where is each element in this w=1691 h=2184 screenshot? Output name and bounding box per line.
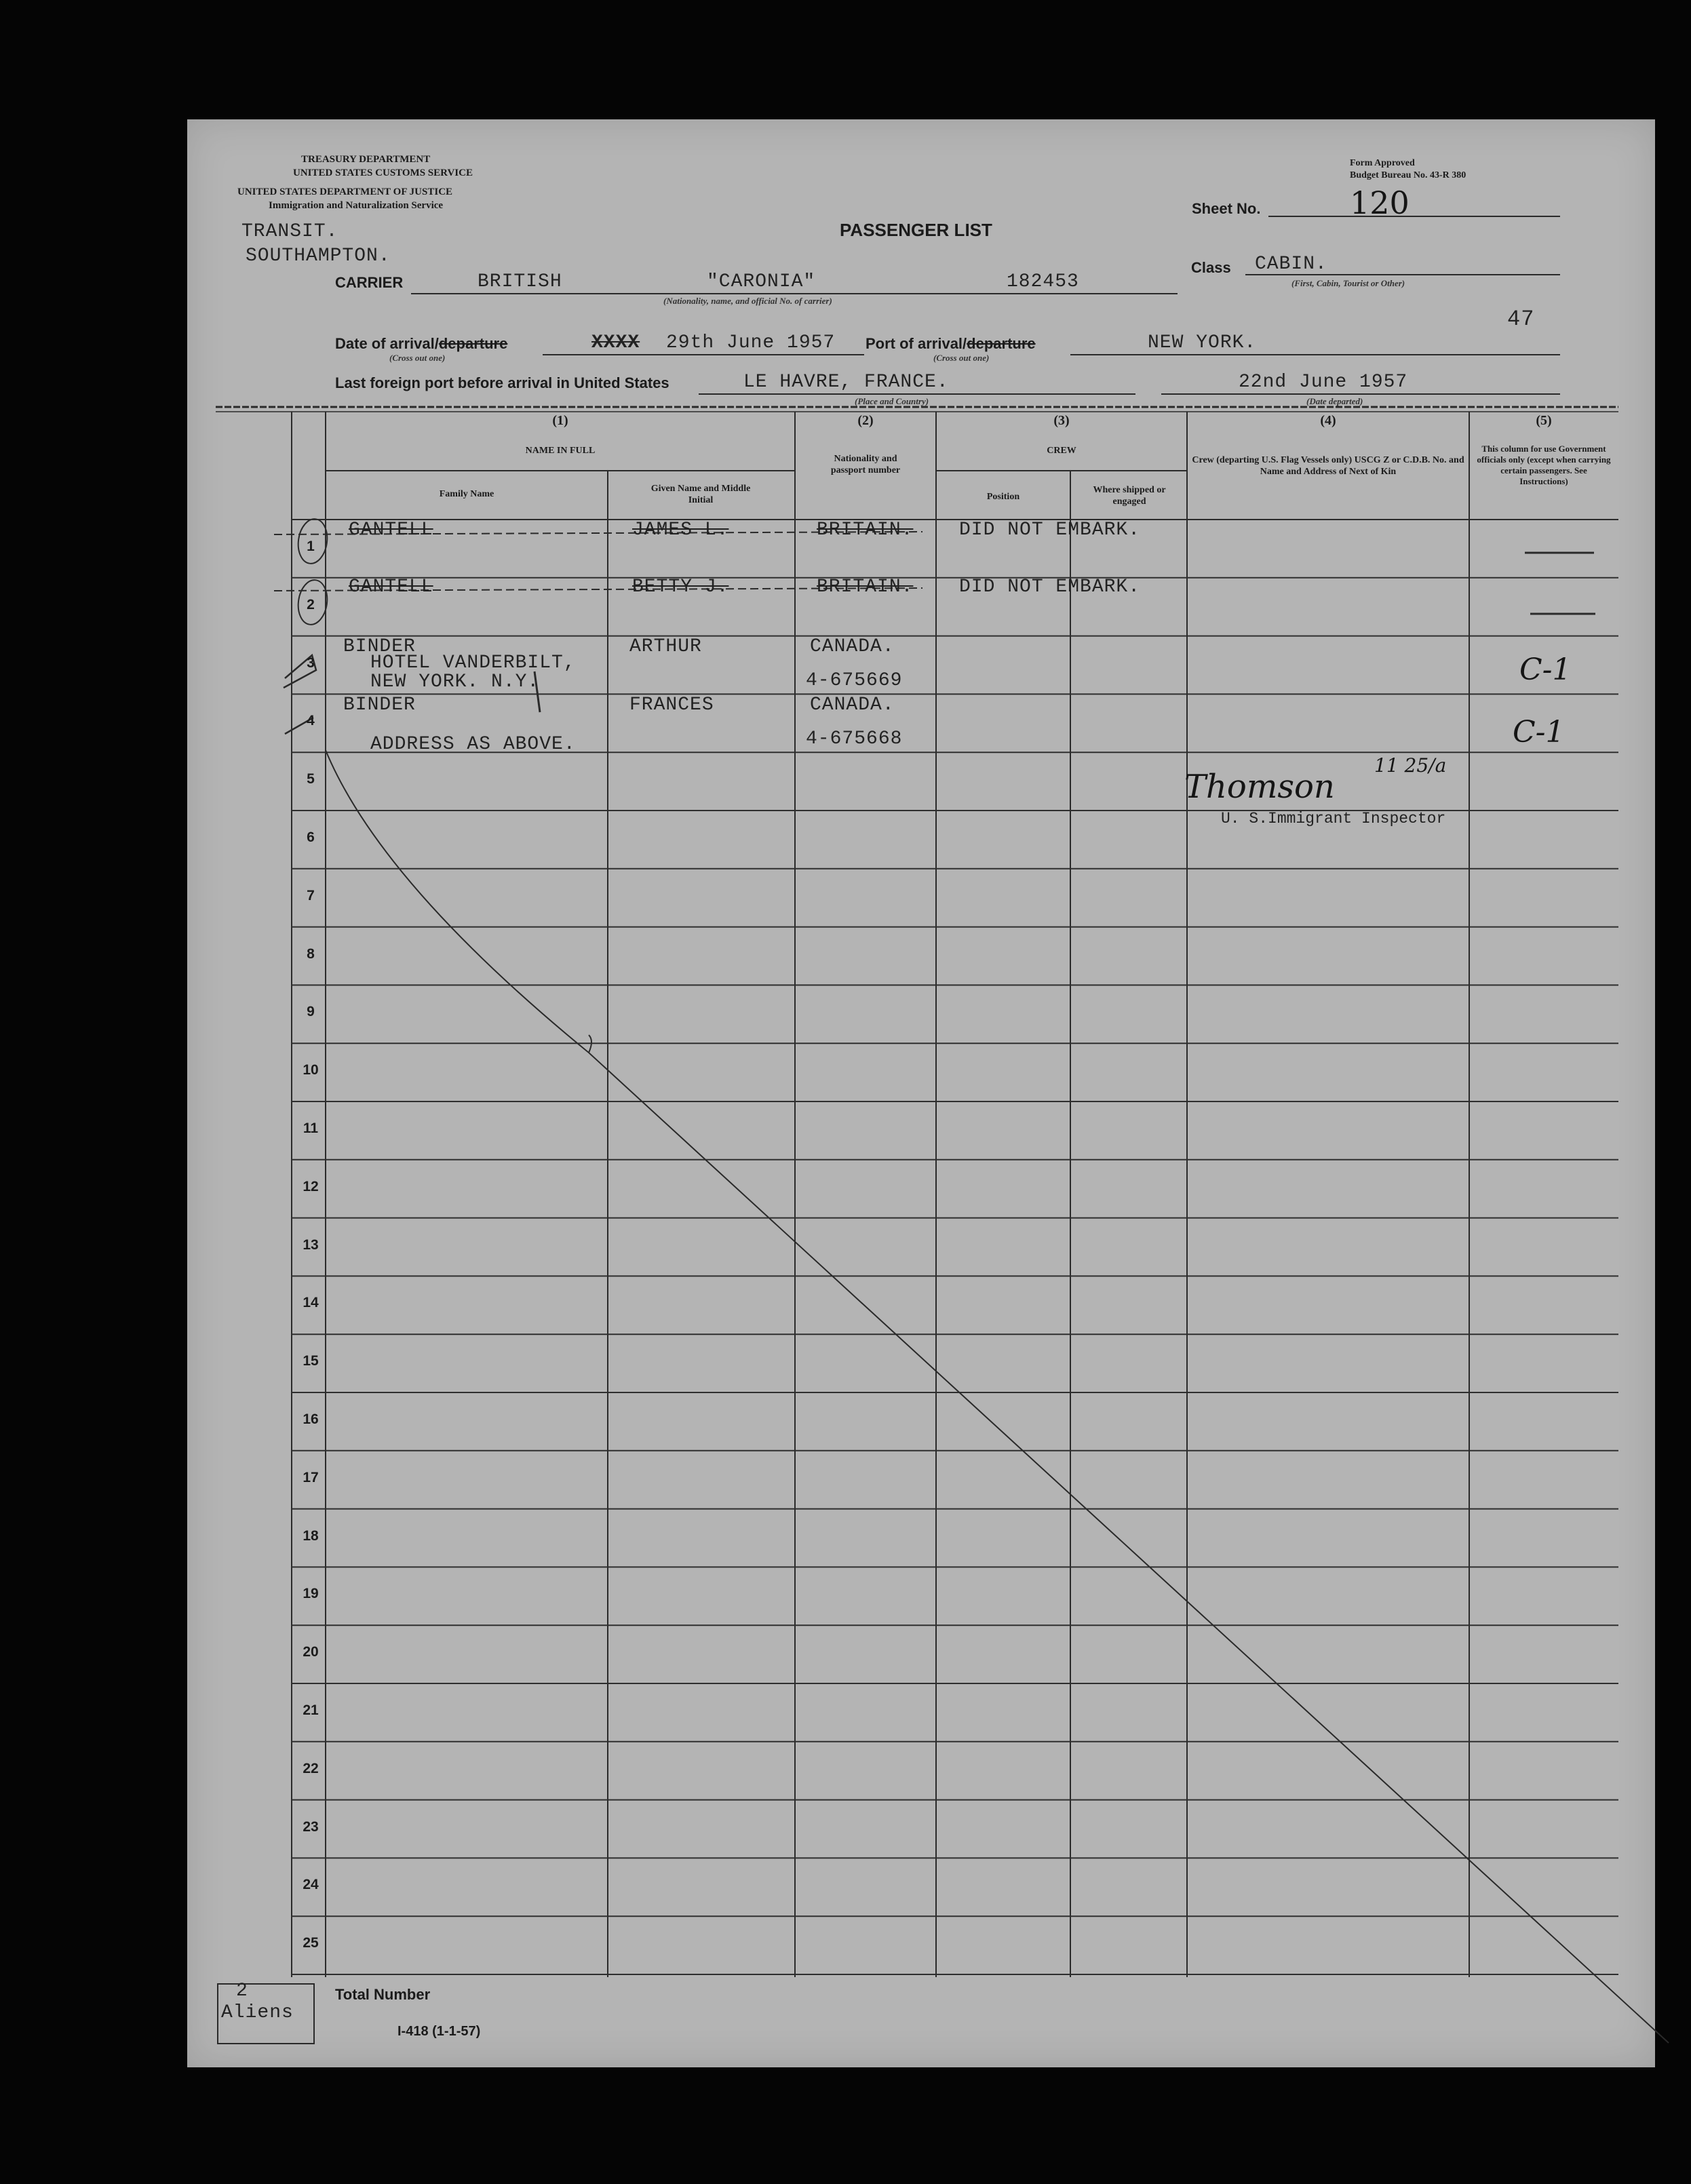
entry-1-family: GANTELL	[349, 520, 433, 541]
last-port-value: LE HAVRE, FRANCE.	[743, 372, 949, 393]
row-number: 16	[303, 1411, 319, 1427]
col1-title: NAME IN FULL	[525, 446, 596, 456]
entry-2-nationality: BRITAIN.	[817, 577, 914, 598]
col4-number: (4)	[1320, 413, 1336, 428]
row-number: 12	[303, 1178, 319, 1194]
row-number: 7	[307, 887, 315, 903]
carrier-number: 182453	[1007, 271, 1079, 292]
departed-caption: (Date departed)	[1306, 396, 1363, 406]
entry-1-given: JAMES L.	[632, 520, 729, 541]
row-number: 13	[303, 1236, 319, 1253]
total-label: Total Number	[335, 1986, 431, 2003]
entry-4-family: BINDER	[343, 695, 416, 716]
entry-3-nationality: CANADA.	[810, 636, 895, 657]
col5-number: (5)	[1536, 413, 1552, 428]
agency-line-1: TREASURY DEPARTMENT	[301, 154, 431, 165]
budget-bureau-number: Budget Bureau No. 43-R 380	[1350, 170, 1466, 180]
entry-3-passport: 4-675669	[806, 670, 903, 691]
struck-date-mark: XXXX	[591, 332, 640, 353]
row-number: 15	[303, 1353, 319, 1369]
row-number: 25	[303, 1935, 319, 1951]
row-number: 24	[303, 1877, 319, 1893]
entry-3-address-1: HOTEL VANDERBILT,	[370, 652, 576, 674]
inspector-signature: Thomson	[1184, 768, 1335, 806]
arrival-date: 29th June 1957	[666, 332, 836, 353]
col4-title: Crew (departing U.S. Flag Vessels only) USCG Z or C.D.B. No. and Name and Address of Next of Kin	[1192, 455, 1464, 477]
transit-port: SOUTHAMPTON.	[246, 246, 391, 267]
page-title: PASSENGER LIST	[840, 220, 992, 240]
entry-3-family: BINDER	[343, 636, 416, 657]
row-number: 3	[307, 655, 315, 671]
row-number: 11	[303, 1120, 319, 1136]
form-number: I-418 (1-1-57)	[397, 2024, 481, 2039]
row-number: 23	[303, 1818, 319, 1835]
entry-4-official-mark: C-1	[1513, 715, 1565, 749]
row-number: 22	[303, 1760, 319, 1776]
col2-title: Nationality and passport number	[830, 454, 901, 475]
row-number: 5	[307, 771, 315, 787]
carrier-nationality: BRITISH	[478, 271, 562, 292]
entry-3-given: ARTHUR	[629, 636, 702, 657]
carrier-caption: (Nationality, name, and official No. of carrier)	[663, 296, 832, 306]
col3-number: (3)	[1053, 413, 1070, 428]
port-caption: (Cross out one)	[933, 353, 990, 363]
entry-2-family: GANTELL	[349, 577, 433, 598]
entry-1-nationality: BRITAIN.	[817, 520, 914, 541]
row-number: 4	[307, 713, 315, 729]
row-number: 21	[303, 1702, 319, 1718]
position-header: Position	[986, 492, 1020, 502]
row-number: 6	[307, 830, 315, 845]
entry-3-address-2: NEW YORK. N.Y.	[370, 671, 540, 693]
entry-3-official-mark: C-1	[1519, 652, 1572, 687]
last-port-label: Last foreign port before arrival in United States	[335, 374, 669, 391]
arrival-port: NEW YORK.	[1148, 332, 1257, 353]
form-approved: Form Approved	[1350, 158, 1415, 168]
entry-4-nationality: CANADA.	[810, 695, 895, 716]
transit-label: TRANSIT.	[241, 221, 338, 242]
class-caption: (First, Cabin, Tourist or Other)	[1291, 278, 1405, 288]
entry-1-note: DID NOT EMBARK.	[959, 520, 1141, 541]
family-name-header: Family Name	[439, 489, 494, 499]
last-port-caption: (Place and Country)	[855, 396, 929, 406]
total-kind: Aliens	[221, 2002, 294, 2023]
col3-title: CREW	[1047, 446, 1076, 456]
class-value: CABIN.	[1255, 254, 1327, 275]
agency-line-4: Immigration and Naturalization Service	[269, 200, 444, 211]
entry-2-given: BETTY J.	[632, 577, 729, 598]
carrier-name: "CARONIA"	[707, 271, 816, 292]
port-label: Port of arrival/departure	[866, 335, 1036, 352]
row-number: 20	[303, 1644, 319, 1660]
entry-4-address: ADDRESS AS ABOVE.	[370, 734, 576, 755]
row-number: 10	[303, 1062, 319, 1078]
entry-4-given: FRANCES	[629, 695, 714, 716]
col2-number: (2)	[857, 413, 874, 428]
inspector-time: 11 25/a	[1374, 754, 1447, 777]
row-number: 14	[303, 1295, 319, 1311]
row-number: 8	[307, 945, 315, 962]
entry-2-note: DID NOT EMBARK.	[959, 577, 1141, 598]
carrier-label: CARRIER	[335, 274, 404, 291]
agency-line-2: UNITED STATES CUSTOMS SERVICE	[293, 168, 473, 178]
row-number: 18	[303, 1527, 319, 1544]
row-number: 1	[307, 539, 315, 554]
row-number: 17	[303, 1469, 319, 1485]
agency-line-3: UNITED STATES DEPARTMENT OF JUSTICE	[237, 187, 453, 197]
arrival-caption: (Cross out one)	[389, 353, 446, 363]
row-number: 19	[303, 1586, 319, 1602]
page-count: 47	[1507, 307, 1535, 332]
arrival-label: Date of arrival/departure	[335, 335, 508, 352]
total-count: 2	[236, 1981, 248, 2002]
row-number: 2	[307, 596, 315, 612]
shipped-header: Where shipped or engaged	[1093, 485, 1166, 507]
class-label: Class	[1191, 259, 1231, 276]
given-name-header: Given Name and Middle Initial	[650, 484, 751, 505]
inspector-title: U. S.Immigrant Inspector	[1221, 810, 1446, 827]
entry-4-passport: 4-675668	[806, 728, 903, 749]
col1-number: (1)	[552, 413, 568, 428]
sheet-number: 120	[1350, 184, 1410, 221]
col5-title: This column for use Government officials only (except when carrying certain passengers. See Instructions)	[1477, 444, 1611, 486]
sheet-label: Sheet No.	[1192, 200, 1261, 217]
departed-date: 22nd June 1957	[1239, 372, 1408, 393]
row-number: 9	[307, 1004, 315, 1020]
